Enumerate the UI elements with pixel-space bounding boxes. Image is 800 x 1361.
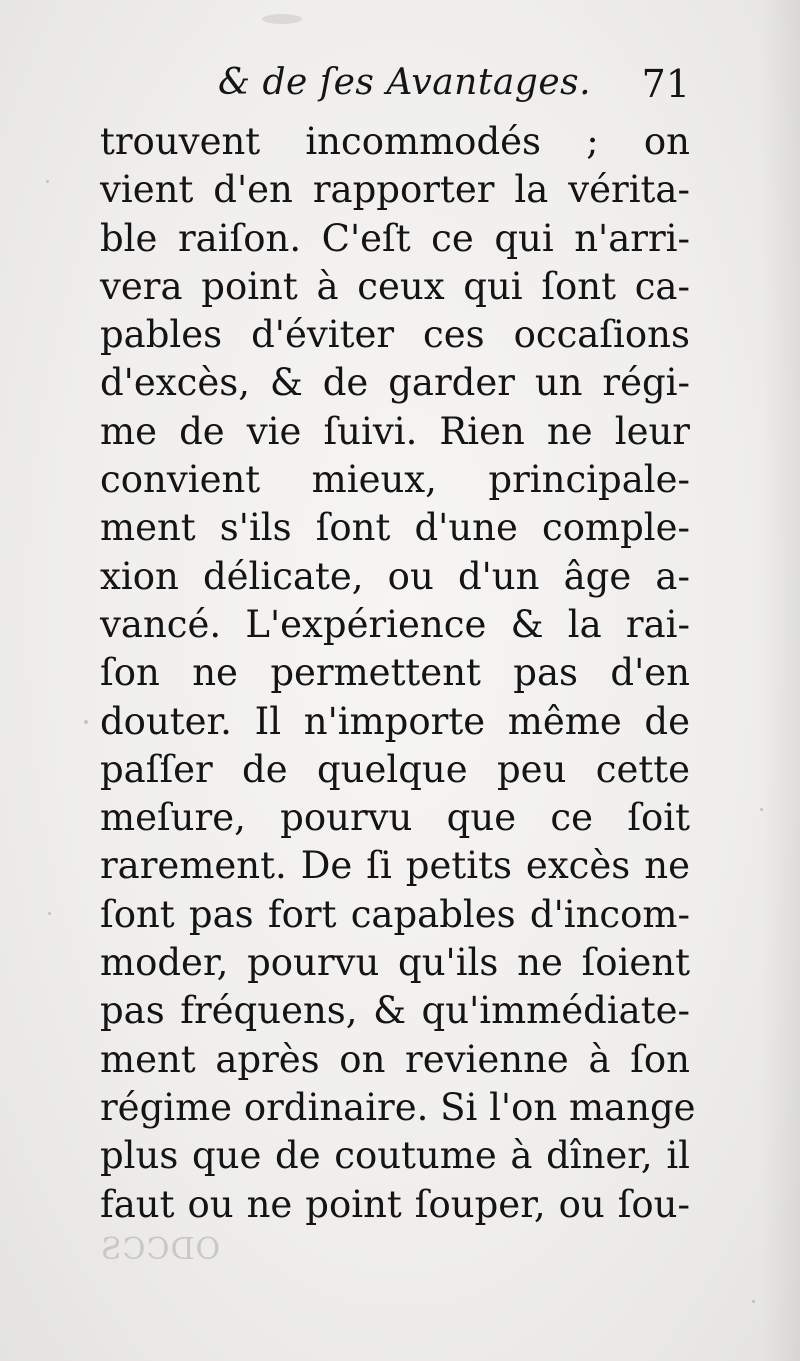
text-line: meſure, pourvu que ce ſoit [100,796,690,840]
paper-speck [46,180,49,183]
text-line: xion délicate, ou d'un âge a- [100,554,690,598]
text-line: me de vie ſuivi. Rien ne leur [100,409,690,453]
text-line: vancé. L'expérience & la rai- [100,602,690,646]
text-line: d'excès, & de garder un régi- [100,361,690,405]
text-line: pas fréquens, & qu'immédiate- [100,989,690,1033]
paper-speck [48,912,51,915]
page-number: 71 [641,62,690,106]
body-text [100,118,696,1229]
text-line: vient d'en rapporter la vérita- [100,168,690,212]
text-line: plus que de coutume à dîner, il [100,1134,690,1178]
text-line: douter. Il n'importe même de [100,699,690,743]
text-line: moder, pourvu qu'ils ne ſoient [100,941,690,985]
text-line: ſont pas fort capables d'incom- [100,892,690,936]
bleed-through-text: ODCCS [100,1232,221,1267]
text-line: ment s'ils ſont d'une comple- [100,506,690,550]
text-line: trouvent incommodés ; on [100,120,690,163]
paper-speck [752,1300,755,1303]
text-line: faut ou ne point ſouper, ou ſou- [100,1182,690,1226]
text-line: vera point à ceux qui ſont ca- [100,264,690,308]
running-head [100,62,690,112]
text-line: ſon ne permettent pas d'en [100,651,690,695]
text-line: paſſer de quelque peu cette [100,747,690,791]
text-line: convient mieux, principale- [100,458,690,502]
text-line: pables d'éviter ces occaſions [100,313,690,357]
page-edge-shadow [760,0,800,1361]
running-title: & de ſes Avantages. [218,62,592,103]
paper-speck [262,14,302,24]
paper-speck [760,808,763,811]
text-line: régime ordinaire. Si l'on mange [100,1085,696,1129]
text-line: ble raiſon. C'eſt ce qui n'arri- [100,216,690,260]
text-line: ment après on revienne à ſon [100,1037,690,1081]
paper-speck [84,720,88,724]
text-line: rarement. De ſi petits excès ne [100,844,690,888]
